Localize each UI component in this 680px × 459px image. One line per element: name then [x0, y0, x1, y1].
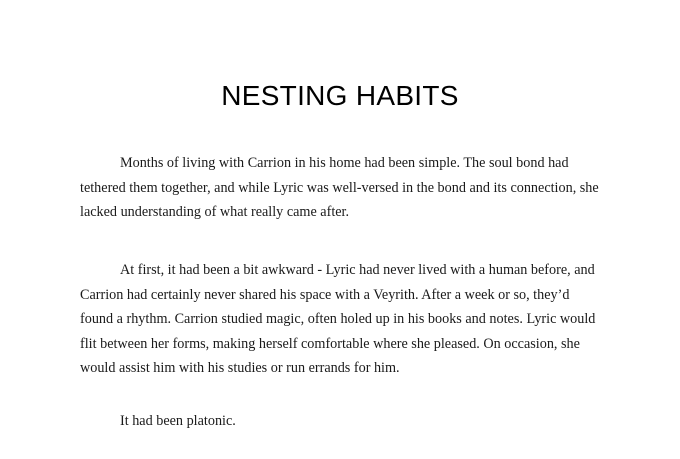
paragraph-2: At first, it had been a bit awkward - Lyric had never lived with a human before, and Carrion had certainly never shared his space with a Veyrith. After a week or so, they’d found a rhythm. Carrion studied magic, often holed up in his books and notes. Lyric would flit between her forms, making herself comfortable where she pleased. On occasion, she would assist him with his studies or run errands for him. — [80, 262, 596, 376]
document-title: NESTING HABITS — [221, 80, 459, 111]
paragraph-1: Months of living with Carrion in his home had been simple. The soul bond had tethered them together, and while Lyric was well-versed in the bond and its connection, she lacked understanding of what really came after. — [80, 155, 599, 220]
paragraph-3: It had been platonic. — [120, 413, 236, 429]
